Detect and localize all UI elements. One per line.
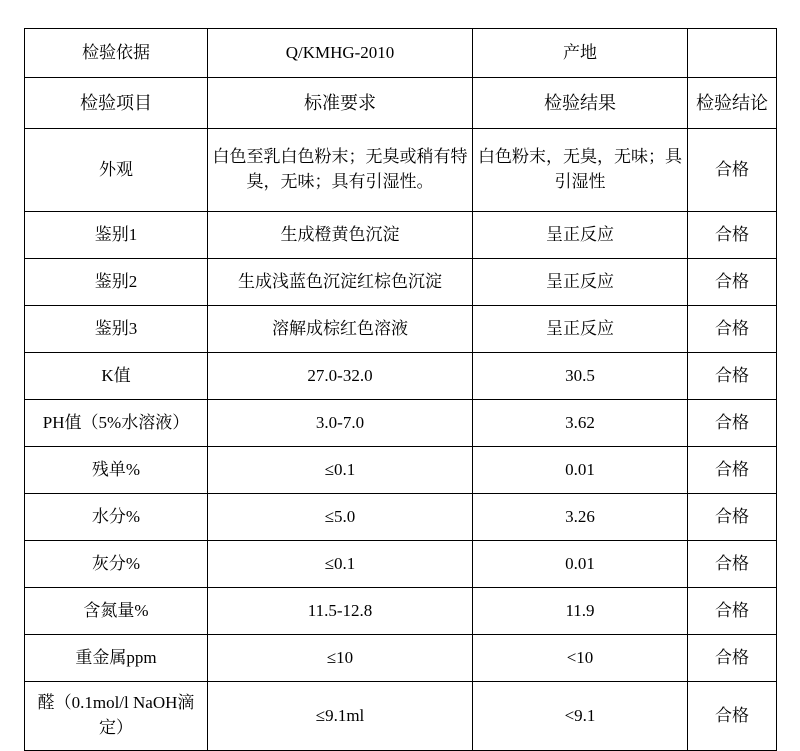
table-row (25, 588, 777, 635)
row-result: 3.26 (473, 494, 688, 541)
row-item: 水分% (25, 494, 208, 541)
table-row (25, 494, 777, 541)
basis-value: Q/KMHG-2010 (208, 29, 473, 78)
row-result: 呈正反应 (473, 259, 688, 306)
row-item: PH值（5%水溶液） (25, 400, 208, 447)
row-conclusion: 合格 (688, 682, 777, 751)
table-row (25, 447, 777, 494)
table-row (25, 212, 777, 259)
table-row (25, 129, 777, 212)
origin-value (688, 29, 777, 78)
row-standard: 溶解成棕红色溶液 (208, 306, 473, 353)
row-standard: 3.0-7.0 (208, 400, 473, 447)
row-conclusion: 合格 (688, 129, 777, 212)
row-standard: ≤0.1 (208, 541, 473, 588)
row-result: 白色粉末，无臭，无味；具引湿性 (473, 129, 688, 212)
table-row (25, 306, 777, 353)
row-item: 重金属ppm (25, 635, 208, 682)
row-result: 30.5 (473, 353, 688, 400)
row-item: 外观 (25, 129, 208, 212)
table-header-row (25, 78, 777, 129)
row-item: 鉴别1 (25, 212, 208, 259)
column-header-item: 检验项目 (25, 78, 208, 129)
row-standard: 11.5-12.8 (208, 588, 473, 635)
row-conclusion: 合格 (688, 588, 777, 635)
row-result: 0.01 (473, 541, 688, 588)
row-conclusion: 合格 (688, 447, 777, 494)
row-result: 呈正反应 (473, 306, 688, 353)
column-header-conclusion: 检验结论 (688, 78, 777, 129)
row-conclusion: 合格 (688, 494, 777, 541)
row-standard: ≤9.1ml (208, 682, 473, 751)
row-conclusion: 合格 (688, 306, 777, 353)
row-result: <10 (473, 635, 688, 682)
row-standard: ≤10 (208, 635, 473, 682)
row-standard: ≤5.0 (208, 494, 473, 541)
row-item: 醛（0.1mol/l NaOH滴定） (25, 682, 208, 751)
row-conclusion: 合格 (688, 541, 777, 588)
row-result: 11.9 (473, 588, 688, 635)
row-conclusion: 合格 (688, 212, 777, 259)
row-standard: 27.0-32.0 (208, 353, 473, 400)
row-item: 灰分% (25, 541, 208, 588)
table-row (25, 259, 777, 306)
row-result: 呈正反应 (473, 212, 688, 259)
row-conclusion: 合格 (688, 259, 777, 306)
row-conclusion: 合格 (688, 635, 777, 682)
table-row (25, 353, 777, 400)
table-row (25, 635, 777, 682)
row-item: 鉴别2 (25, 259, 208, 306)
origin-label: 产地 (473, 29, 688, 78)
row-item: 残单% (25, 447, 208, 494)
row-standard: 生成浅蓝色沉淀红棕色沉淀 (208, 259, 473, 306)
row-standard: 白色至乳白色粉末；无臭或稍有特臭，无味；具有引湿性。 (208, 129, 473, 212)
row-standard: ≤0.1 (208, 447, 473, 494)
row-item: 鉴别3 (25, 306, 208, 353)
row-result: 3.62 (473, 400, 688, 447)
row-item: K值 (25, 353, 208, 400)
row-result: <9.1 (473, 682, 688, 751)
row-standard: 生成橙黄色沉淀 (208, 212, 473, 259)
row-conclusion: 合格 (688, 400, 777, 447)
row-item: 含氮量% (25, 588, 208, 635)
table-row (25, 682, 777, 751)
row-conclusion: 合格 (688, 353, 777, 400)
table-row (25, 541, 777, 588)
column-header-standard: 标准要求 (208, 78, 473, 129)
basis-label: 检验依据 (25, 29, 208, 78)
column-header-result: 检验结果 (473, 78, 688, 129)
table-row (25, 400, 777, 447)
table-row-basis (25, 29, 777, 78)
inspection-report-table (24, 28, 777, 751)
row-result: 0.01 (473, 447, 688, 494)
